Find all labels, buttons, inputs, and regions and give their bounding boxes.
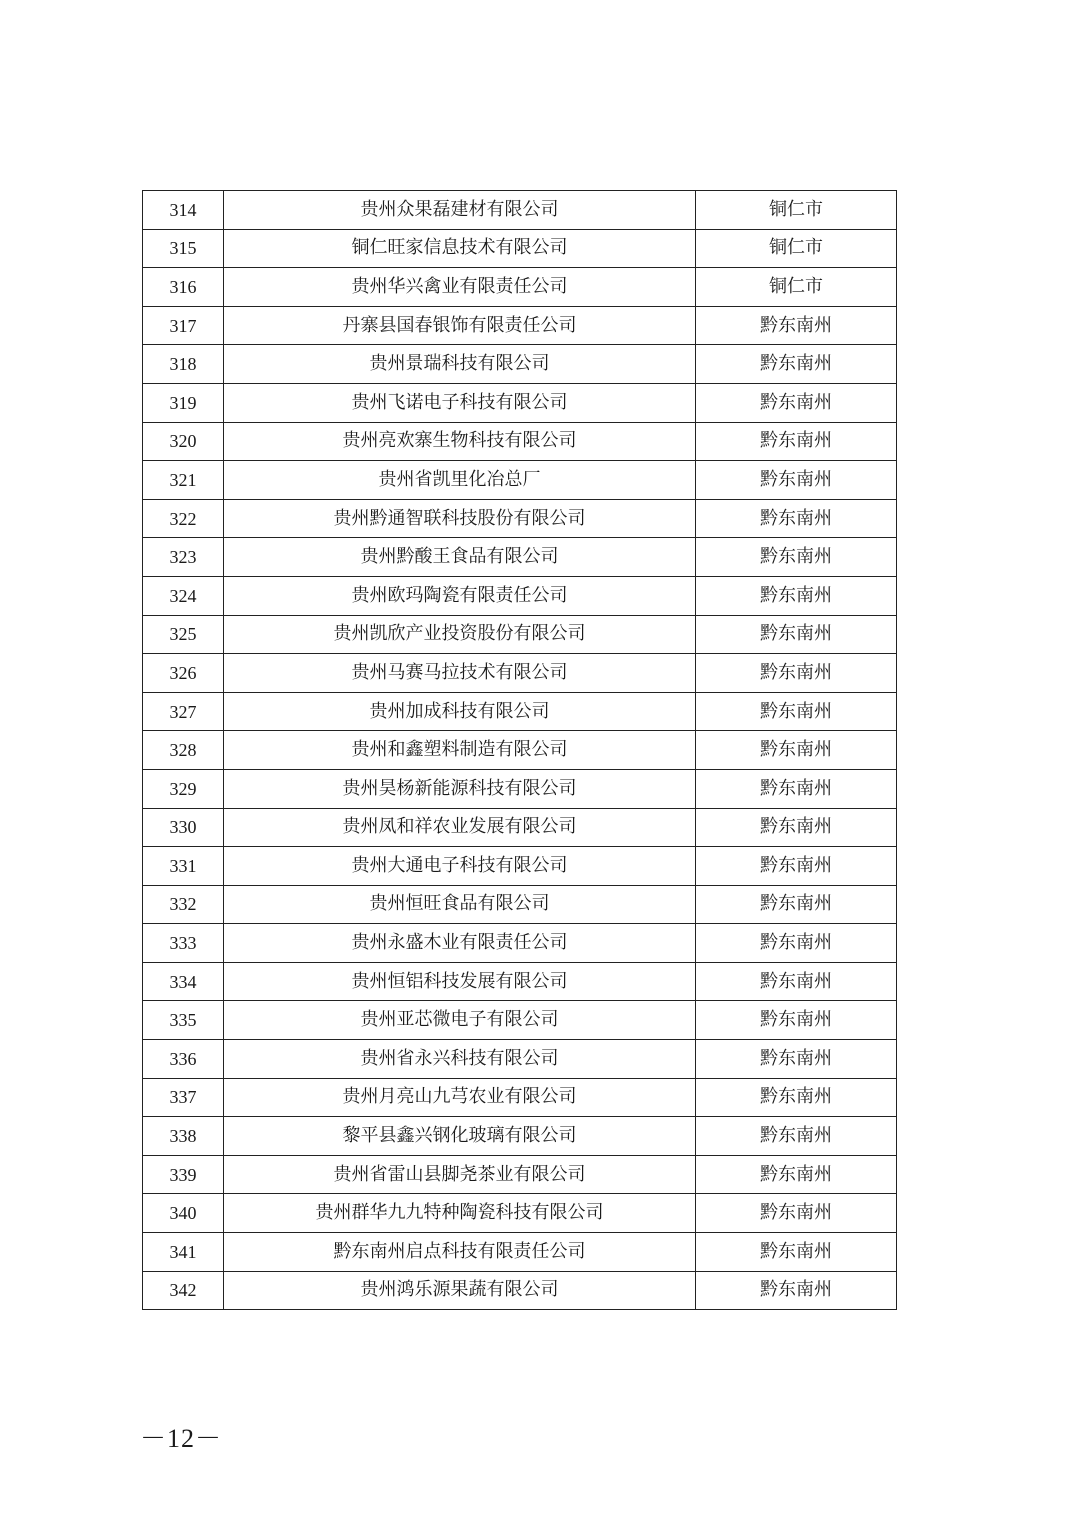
company-name: 贵州大通电子科技有限公司 bbox=[224, 847, 696, 886]
company-name: 贵州亚芯微电子有限公司 bbox=[224, 1001, 696, 1040]
company-name: 贵州恒旺食品有限公司 bbox=[224, 885, 696, 924]
row-number: 323 bbox=[143, 538, 224, 577]
page-number: －12－ bbox=[140, 1424, 223, 1453]
company-name: 贵州月亮山九芎农业有限公司 bbox=[224, 1078, 696, 1117]
region: 黔东南州 bbox=[696, 1271, 897, 1310]
region: 黔东南州 bbox=[696, 654, 897, 693]
region: 黔东南州 bbox=[696, 576, 897, 615]
company-name: 贵州亮欢寨生物科技有限公司 bbox=[224, 422, 696, 461]
company-name: 贵州马赛马拉技术有限公司 bbox=[224, 654, 696, 693]
table-row bbox=[143, 924, 897, 963]
region: 黔东南州 bbox=[696, 1117, 897, 1156]
table-row bbox=[143, 808, 897, 847]
row-number: 326 bbox=[143, 654, 224, 693]
row-number: 338 bbox=[143, 1117, 224, 1156]
row-number: 317 bbox=[143, 306, 224, 345]
company-name: 贵州省永兴科技有限公司 bbox=[224, 1040, 696, 1079]
region: 黔东南州 bbox=[696, 538, 897, 577]
row-number: 336 bbox=[143, 1040, 224, 1079]
table-row bbox=[143, 191, 897, 230]
region: 黔东南州 bbox=[696, 422, 897, 461]
table-row bbox=[143, 461, 897, 500]
row-number: 332 bbox=[143, 885, 224, 924]
company-name: 贵州华兴禽业有限责任公司 bbox=[224, 268, 696, 307]
row-number: 316 bbox=[143, 268, 224, 307]
table-row bbox=[143, 615, 897, 654]
company-name: 贵州加成科技有限公司 bbox=[224, 692, 696, 731]
table-row bbox=[143, 1233, 897, 1272]
company-name: 贵州恒铝科技发展有限公司 bbox=[224, 962, 696, 1001]
company-name: 丹寨县国春银饰有限责任公司 bbox=[224, 306, 696, 345]
region: 黔东南州 bbox=[696, 885, 897, 924]
row-number: 330 bbox=[143, 808, 224, 847]
company-name: 贵州群华九九特种陶瓷科技有限公司 bbox=[224, 1194, 696, 1233]
table-row bbox=[143, 654, 897, 693]
table-row bbox=[143, 769, 897, 808]
company-name: 贵州省雷山县脚尧茶业有限公司 bbox=[224, 1155, 696, 1194]
company-name: 贵州飞诺电子科技有限公司 bbox=[224, 383, 696, 422]
table-row bbox=[143, 1040, 897, 1079]
table-row bbox=[143, 383, 897, 422]
region: 铜仁市 bbox=[696, 191, 897, 230]
table-row bbox=[143, 847, 897, 886]
region: 黔东南州 bbox=[696, 383, 897, 422]
region: 黔东南州 bbox=[696, 1194, 897, 1233]
table-row bbox=[143, 576, 897, 615]
row-number: 341 bbox=[143, 1233, 224, 1272]
region: 黔东南州 bbox=[696, 1155, 897, 1194]
row-number: 334 bbox=[143, 962, 224, 1001]
company-name: 贵州省凯里化冶总厂 bbox=[224, 461, 696, 500]
region: 铜仁市 bbox=[696, 229, 897, 268]
table-row bbox=[143, 1271, 897, 1310]
table-row bbox=[143, 692, 897, 731]
company-name: 贵州和鑫塑料制造有限公司 bbox=[224, 731, 696, 770]
row-number: 325 bbox=[143, 615, 224, 654]
row-number: 327 bbox=[143, 692, 224, 731]
company-name: 贵州凤和祥农业发展有限公司 bbox=[224, 808, 696, 847]
region: 黔东南州 bbox=[696, 962, 897, 1001]
row-number: 315 bbox=[143, 229, 224, 268]
row-number: 319 bbox=[143, 383, 224, 422]
row-number: 335 bbox=[143, 1001, 224, 1040]
table-row bbox=[143, 499, 897, 538]
table-row bbox=[143, 885, 897, 924]
company-name: 贵州凯欣产业投资股份有限公司 bbox=[224, 615, 696, 654]
row-number: 333 bbox=[143, 924, 224, 963]
region: 黔东南州 bbox=[696, 499, 897, 538]
company-name: 贵州景瑞科技有限公司 bbox=[224, 345, 696, 384]
row-number: 318 bbox=[143, 345, 224, 384]
company-name: 贵州鸿乐源果蔬有限公司 bbox=[224, 1271, 696, 1310]
company-name: 贵州黔通智联科技股份有限公司 bbox=[224, 499, 696, 538]
row-number: 329 bbox=[143, 769, 224, 808]
company-name: 贵州欧玛陶瓷有限责任公司 bbox=[224, 576, 696, 615]
table-row bbox=[143, 1078, 897, 1117]
table-row bbox=[143, 1001, 897, 1040]
table-row bbox=[143, 229, 897, 268]
row-number: 320 bbox=[143, 422, 224, 461]
row-number: 339 bbox=[143, 1155, 224, 1194]
table-row bbox=[143, 538, 897, 577]
company-name: 贵州昊杨新能源科技有限公司 bbox=[224, 769, 696, 808]
region: 黔东南州 bbox=[696, 924, 897, 963]
company-name: 铜仁旺家信息技术有限公司 bbox=[224, 229, 696, 268]
row-number: 321 bbox=[143, 461, 224, 500]
company-name: 贵州众果磊建材有限公司 bbox=[224, 191, 696, 230]
row-number: 328 bbox=[143, 731, 224, 770]
region: 黔东南州 bbox=[696, 461, 897, 500]
table-row bbox=[143, 962, 897, 1001]
row-number: 342 bbox=[143, 1271, 224, 1310]
region: 黔东南州 bbox=[696, 692, 897, 731]
company-list-table bbox=[142, 190, 897, 1310]
row-number: 324 bbox=[143, 576, 224, 615]
table-body bbox=[143, 191, 897, 1310]
company-name: 贵州永盛木业有限责任公司 bbox=[224, 924, 696, 963]
table-row bbox=[143, 1194, 897, 1233]
region: 黔东南州 bbox=[696, 1001, 897, 1040]
table-row bbox=[143, 422, 897, 461]
company-name: 黎平县鑫兴钢化玻璃有限公司 bbox=[224, 1117, 696, 1156]
table-row bbox=[143, 306, 897, 345]
region: 黔东南州 bbox=[696, 808, 897, 847]
region: 铜仁市 bbox=[696, 268, 897, 307]
row-number: 322 bbox=[143, 499, 224, 538]
region: 黔东南州 bbox=[696, 615, 897, 654]
region: 黔东南州 bbox=[696, 1040, 897, 1079]
region: 黔东南州 bbox=[696, 1078, 897, 1117]
company-name: 黔东南州启点科技有限责任公司 bbox=[224, 1233, 696, 1272]
row-number: 331 bbox=[143, 847, 224, 886]
region: 黔东南州 bbox=[696, 1233, 897, 1272]
company-name: 贵州黔酸王食品有限公司 bbox=[224, 538, 696, 577]
row-number: 337 bbox=[143, 1078, 224, 1117]
row-number: 314 bbox=[143, 191, 224, 230]
table-row bbox=[143, 268, 897, 307]
region: 黔东南州 bbox=[696, 847, 897, 886]
table-row bbox=[143, 345, 897, 384]
region: 黔东南州 bbox=[696, 769, 897, 808]
region: 黔东南州 bbox=[696, 731, 897, 770]
table-row bbox=[143, 1117, 897, 1156]
region: 黔东南州 bbox=[696, 345, 897, 384]
region: 黔东南州 bbox=[696, 306, 897, 345]
table-row bbox=[143, 731, 897, 770]
row-number: 340 bbox=[143, 1194, 224, 1233]
table-row bbox=[143, 1155, 897, 1194]
